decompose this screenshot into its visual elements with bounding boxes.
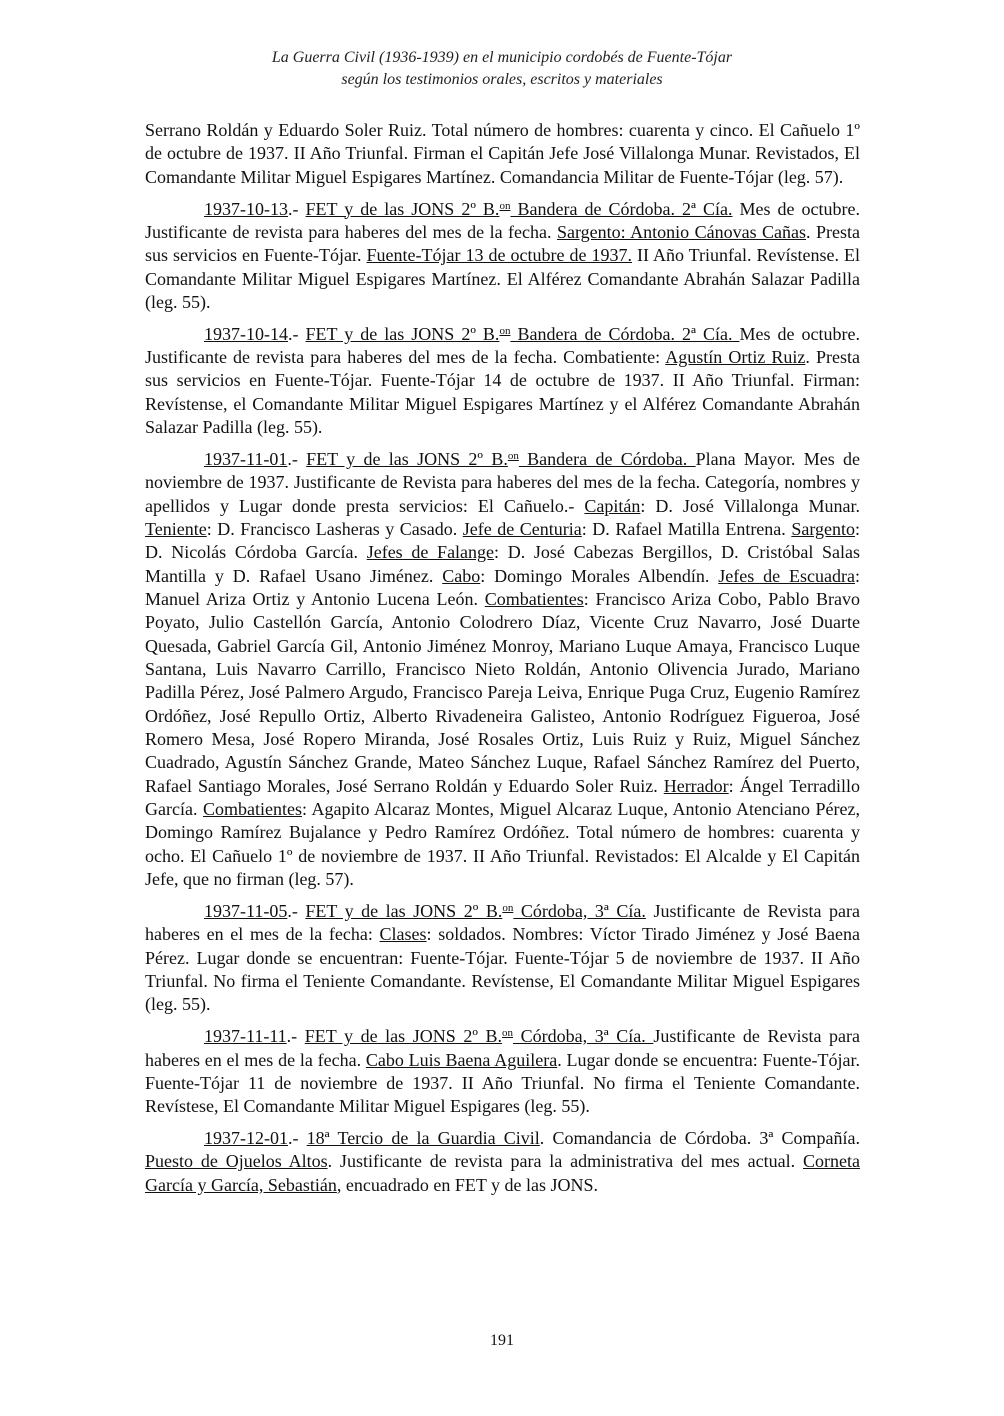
text-run: : soldados. Nombres: Víctor Tirado Jiménez y José Baena Pérez. Lugar donde se encuentran: Fuente-Tójar. Fuente-Tójar 5 de noviembre de 1937. II Año Triunfal. No firma el Teniente Comandante. Revístense, El Comandante Militar Miguel Espigares (leg. 55). <box>145 924 860 1015</box>
paragraph <box>145 1025 860 1118</box>
underlined-text: Sargento: Antonio Cánovas Cañas <box>556 221 807 242</box>
text-run: : D. Rafael Matilla Entrena. <box>581 519 792 539</box>
underlined-text: 1937-12-01 <box>204 1128 288 1149</box>
underlined-text: 18ª Tercio de la Guardia Civil <box>306 1128 540 1149</box>
text-run: .- <box>288 198 306 219</box>
underlined-text: Agustín Ortiz Ruiz <box>665 347 806 368</box>
text-run: Mes de octubre. Justificante de revista para haberes del mes de la fecha. <box>145 198 860 242</box>
text-run: : Ángel Terradillo García. <box>145 775 861 820</box>
underlined-text: Sargento <box>791 519 855 539</box>
underlined-text: Herrador <box>663 775 729 796</box>
text-run: .- <box>288 1128 307 1149</box>
text-run: , encuadrado en FET y de las JONS. <box>336 1174 599 1195</box>
body-text <box>145 119 860 1206</box>
underlined-text: 1937-11-01 <box>204 448 288 469</box>
underlined-text: 1937-11-05 <box>204 901 288 921</box>
underlined-text: 1937-10-14 <box>204 323 288 344</box>
underlined-text: Corneta García y García, Sebastián <box>145 1151 860 1195</box>
header-line-1: La Guerra Civil (1936-1939) en el municipio cordobés de Fuente-Tójar <box>271 49 733 66</box>
text-run: Justificante de Revista para haberes en el mes de la fecha. <box>145 1026 861 1070</box>
running-header <box>0 47 1004 91</box>
underlined-text: Córdoba, 3ª Cía. <box>513 1026 654 1047</box>
underlined-text: Cabo Luis Baena Aguilera <box>365 1049 558 1070</box>
header-line-2: según los testimonios orales, escritos y materiales <box>341 71 663 88</box>
paragraph <box>145 900 860 1017</box>
underlined-text: Clases <box>379 924 427 945</box>
text-run: . Comandancia de Córdoba. 3ª Compañía. <box>539 1128 860 1149</box>
superscript-text: on <box>507 449 519 462</box>
text-run: . Justificante de revista para la administrativa del mes actual. <box>327 1151 803 1172</box>
underlined-text: Bandera de Córdoba. 2ª Cía. <box>510 198 733 219</box>
superscript-text: on <box>502 902 514 914</box>
underlined-text: Fuente-Tójar 13 de octubre de 1937. <box>366 245 632 266</box>
underlined-text: FET y de las JONS 2º B. <box>305 901 503 921</box>
text-run: : Manuel Ariza Ortiz y Antonio Lucena León. <box>145 565 861 610</box>
paragraph <box>145 119 860 189</box>
text-run: Plana Mayor. Mes de noviembre de 1937. Justificante de Revista para haberes del mes de la fecha. Categoría, nombres y apellidos y Lugar donde presta servicios: El Cañuelo.- <box>145 448 861 516</box>
text-run: : D. José Cabezas Bergillos, D. Cristóbal Salas Mantilla y D. Rafael Usano Jiménez. <box>145 542 861 586</box>
superscript-text: on <box>499 199 511 212</box>
paragraph <box>145 323 860 440</box>
page-number: 191 <box>490 1332 514 1349</box>
underlined-text: Córdoba, 3ª Cía. <box>513 901 646 921</box>
text-run: . Presta sus servicios en Fuente-Tójar. Fuente-Tójar 14 de octubre de 1937. II Año Triunfal. Firman: Revístense, el Comandante Militar Miguel Espigares Martínez y el Alférez Comandante Abrahán Salazar Padilla (leg. 55). <box>145 347 860 438</box>
underlined-text: Teniente <box>145 519 207 539</box>
text-run: : D. José Villalonga Munar. <box>640 495 860 516</box>
underlined-text: Capitán <box>584 495 641 516</box>
underlined-text: Combatientes <box>484 589 584 610</box>
text-run: : D. Nicolás Córdoba García. <box>145 519 860 563</box>
text-run: : D. Francisco Lasheras y Casado. <box>206 519 463 539</box>
underlined-text: Jefe de Centuria <box>462 519 582 539</box>
underlined-text: FET y de las JONS 2º B. <box>305 323 500 344</box>
paragraph <box>145 1127 860 1197</box>
underlined-text: FET y de las JONS 2º B. <box>306 448 508 469</box>
underlined-text: Combatientes <box>202 799 302 820</box>
text-run: .- <box>287 448 307 469</box>
superscript-text: on <box>499 324 511 337</box>
text-run: : Agapito Alcaraz Montes, Miguel Alcaraz Luque, Antonio Atenciano Pérez, Domingo Ramírez Bujalance y Pedro Ramírez Ordóñez. Total número de hombres: cuarenta y ocho. El Cañuelo 1º de noviembre de 1937. II Año Triunfal. Revistados: El Alcalde y El Capitán Jefe, que no firman (leg. 57). <box>145 799 860 890</box>
superscript-text: on <box>502 1027 514 1040</box>
text-run: II Año Triunfal. Revístense. El Comandante Militar Miguel Espigares Martínez. El Alférez Comandante Abrahán Salazar Padilla (leg. 55). <box>145 245 860 312</box>
text-run: . Lugar donde se encuentra: Fuente-Tójar. Fuente-Tójar 11 de noviembre de 1937. II Año Triunfal. No firma el Teniente Comandante. Revístese, El Comandante Militar Miguel Espigares (leg. 55). <box>145 1049 860 1117</box>
underlined-text: 1937-11-11 <box>204 1026 287 1047</box>
underlined-text: Bandera de Córdoba. <box>518 448 696 469</box>
text-run: .- <box>286 1026 305 1047</box>
underlined-text: Jefes de Escuadra <box>718 565 855 586</box>
underlined-text: Bandera de Córdoba. 2ª Cía. <box>510 323 740 344</box>
text-run: .- <box>287 901 306 921</box>
paragraph <box>145 198 860 315</box>
text-run: Justificante de Revista para haberes en el mes de la fecha: <box>145 901 860 945</box>
underlined-text: 1937-10-13 <box>204 198 288 219</box>
underlined-text: Puesto de Ojuelos Altos <box>145 1151 328 1172</box>
underlined-text: Cabo <box>442 565 481 586</box>
text-run: : Francisco Ariza Cobo, Pablo Bravo Poyato, Julio Castellón García, Antonio Colodrero Díaz, Vicente Cruz Navarro, José Duarte Quesada, Gabriel García Gil, Antonio Jiménez Monroy, Mariano Luque Amaya, Francisco Luque Santana, Luis Navarro Carrillo, Francisco Nieto Roldán, Antonio Olivencia Jurado, Mariano Padilla Pérez, José Palmero Argudo, Francisco Pareja Leiva, Enrique Puga Cruz, Eugenio Ramírez Ordóñez, José Repullo Ortiz, Alberto Rivadeneira Galisteo, Antonio Rodríguez Figueroa, José Romero Mesa, José Ropero Miranda, José Rosales Ortiz, Luis Ruiz y Ruiz, Miguel Sánchez Cuadrado, Agustín Sánchez Grande, Mateo Sánchez Luque, Rafael Sánchez Ramírez del Puerto, Rafael Santiago Morales, José Serrano Roldán y Eduardo Soler Ruiz. <box>145 589 860 796</box>
text-run: : Domingo Morales Albendín. <box>480 565 719 586</box>
text-run: Mes de octubre. Justificante de revista para haberes del mes de la fecha. Combatiente: <box>145 323 860 368</box>
text-run: .- <box>288 323 306 344</box>
text-run: . Presta sus servicios en Fuente-Tójar. <box>145 221 860 266</box>
underlined-text: FET y de las JONS 2º B. <box>304 1026 503 1047</box>
text-run: Serrano Roldán y Eduardo Soler Ruiz. Total número de hombres: cuarenta y cinco. El Cañuelo 1º de octubre de 1937. II Año Triunfal. Firman el Capitán Jefe José Villalonga Munar. Revistados, El Comandante Militar Miguel Espigares Martínez. Comandancia Militar de Fuente-Tójar (leg. 57). <box>145 120 860 187</box>
paragraph <box>145 448 860 892</box>
underlined-text: Jefes de Falange <box>366 542 495 563</box>
underlined-text: FET y de las JONS 2º B. <box>305 198 500 219</box>
